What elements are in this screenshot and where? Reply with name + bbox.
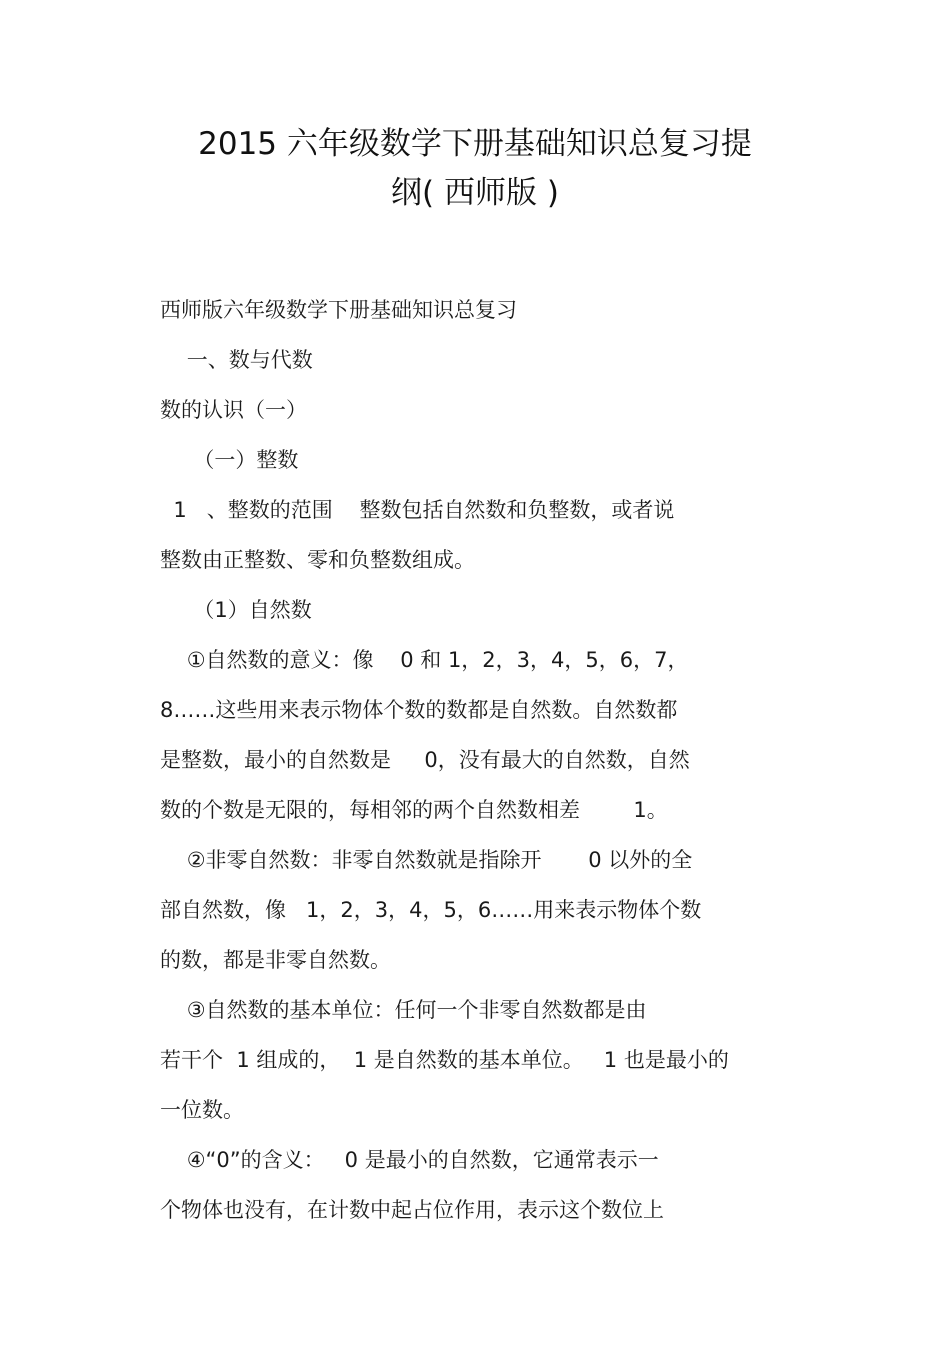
body-line-17: 一位数。	[160, 1098, 244, 1122]
body-line-6: 整数由正整数、零和负整数组成。	[160, 548, 475, 572]
body-line-19: 个物体也没有，在计数中起占位作用，表示这个数位上	[160, 1198, 664, 1222]
body-line-13: 部自然数，像 1，2，3，4，5，6……用来表示物体个数	[160, 898, 702, 922]
body-line-12: ②非零自然数：非零自然数就是指除开 0 以外的全	[160, 848, 693, 872]
body-line-8: ①自然数的意义：像 0 和 1，2，3，4，5，6，7，	[160, 648, 689, 672]
body-line-16: 若干个 1 组成的， 1 是自然数的基本单位。 1 也是最小的	[160, 1048, 729, 1072]
body-line-11: 数的个数是无限的，每相邻的两个自然数相差 1。	[160, 798, 668, 822]
section-heading-numbers-algebra: 一、数与代数	[160, 348, 313, 372]
document-title-line-1: 2015 六年级数学下册基础知识总复习提	[198, 126, 752, 162]
subsection-heading: 数的认识（一）	[160, 398, 307, 422]
subsection-heading-integers: （一）整数	[160, 448, 299, 472]
body-line-9: 8……这些用来表示物体个数的数都是自然数。自然数都	[160, 698, 678, 722]
body-line-14: 的数，都是非零自然数。	[160, 948, 391, 972]
subsection-heading-natural-numbers: （1）自然数	[160, 598, 312, 622]
body-line-10: 是整数，最小的自然数是 0，没有最大的自然数，自然	[160, 748, 690, 772]
body-line-18: ④“0”的含义： 0 是最小的自然数，它通常表示一	[160, 1148, 659, 1172]
body-line-5: 1 、整数的范围 整数包括自然数和负整数，或者说	[160, 498, 675, 522]
body-line-15: ③自然数的基本单位：任何一个非零自然数都是由	[160, 998, 647, 1022]
document-title-line-2: 纲( 西师版 )	[391, 175, 559, 211]
body-line-1: 西师版六年级数学下册基础知识总复习	[160, 298, 517, 322]
